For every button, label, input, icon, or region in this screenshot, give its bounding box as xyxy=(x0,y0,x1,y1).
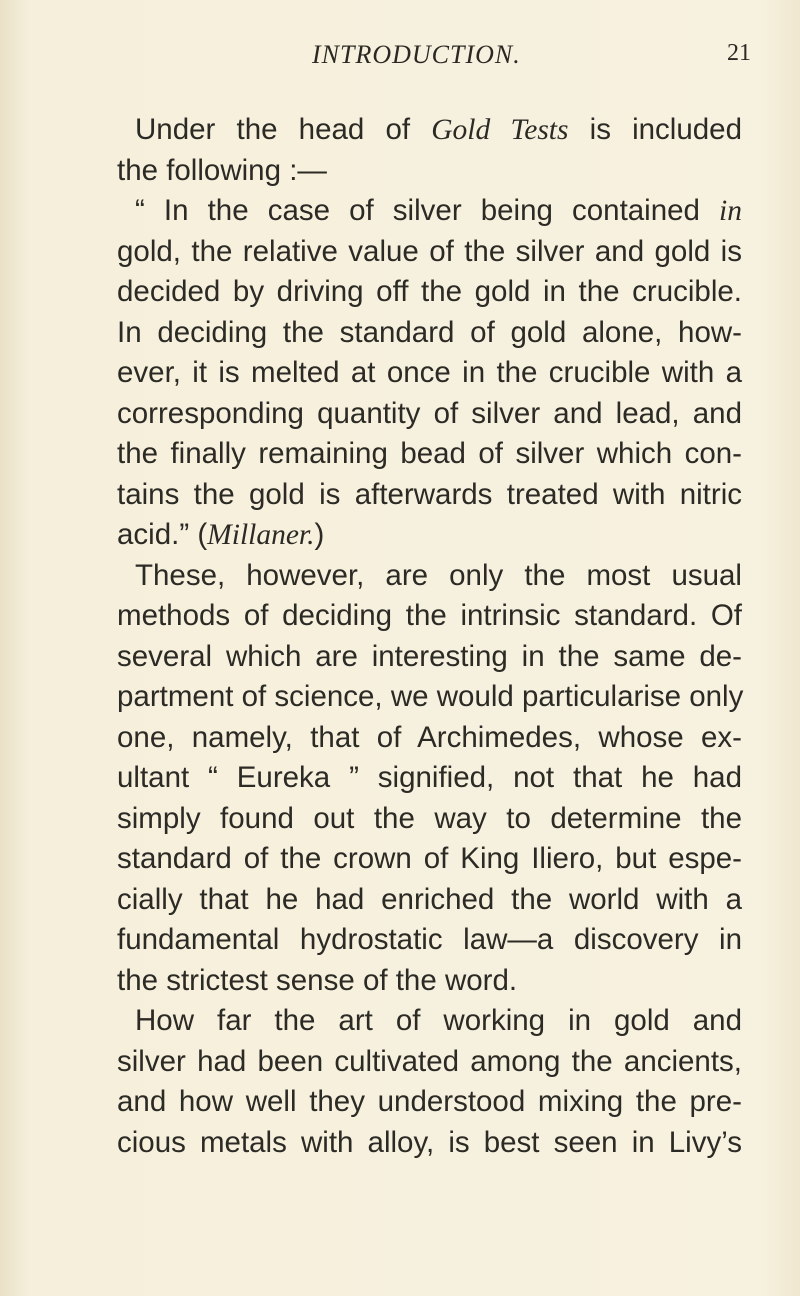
text-line: ever, it is melted at once in the crucible with a xyxy=(117,356,742,389)
text-line: acid.” (Millaner.) xyxy=(117,518,325,551)
text-line: several which are interesting in the same de- xyxy=(117,639,742,673)
text-line: decided by driving off the gold in the crucible. xyxy=(117,275,742,308)
running-head: INTRODUCTION. xyxy=(312,40,521,69)
text-line: the following :— xyxy=(117,153,327,187)
text-line: simply found out the way to determine the xyxy=(117,801,742,835)
page-header xyxy=(0,40,800,80)
text-line: How far the art of working in gold and xyxy=(135,1004,742,1037)
text-line: In deciding the standard of gold alone, how- xyxy=(117,315,742,349)
text-line: corresponding quantity of silver and lead, and xyxy=(117,396,742,430)
text-line: These, however, are only the most usual xyxy=(135,558,742,592)
text-line: cious metals with alloy, is best seen in Livy’s xyxy=(117,1125,742,1159)
text-line: tains the gold is afterwards treated with nitric xyxy=(117,477,742,511)
text-line: silver had been cultivated among the ancients, xyxy=(117,1044,742,1078)
text-line: and how well they understood mixing the pre- xyxy=(117,1085,742,1118)
text-line: standard of the crown of King Iliero, but espe- xyxy=(117,842,742,875)
text-line: ultant “ Eureka ” signified, not that he had xyxy=(117,761,742,794)
text-line: methods of deciding the intrinsic standard. Of xyxy=(117,599,742,632)
text-line: one, namely, that of Archimedes, whose ex- xyxy=(117,720,742,754)
text-line: fundamental hydrostatic law—a discovery in xyxy=(117,923,742,956)
text-line: gold, the relative value of the silver and gold is xyxy=(117,234,742,268)
text-line: partment of science, we would particularise only xyxy=(117,680,744,713)
text-line: cially that he had enriched the world with a xyxy=(117,882,742,916)
text-line: the finally remaining bead of silver which con- xyxy=(117,437,742,470)
body-text xyxy=(117,110,742,1163)
text-line: “ In the case of silver being contained in xyxy=(135,194,742,227)
page-number: 21 xyxy=(727,40,751,66)
text-line: the strictest sense of the word. xyxy=(117,963,518,997)
text-line: Under the head of Gold Tests is included xyxy=(135,113,742,146)
